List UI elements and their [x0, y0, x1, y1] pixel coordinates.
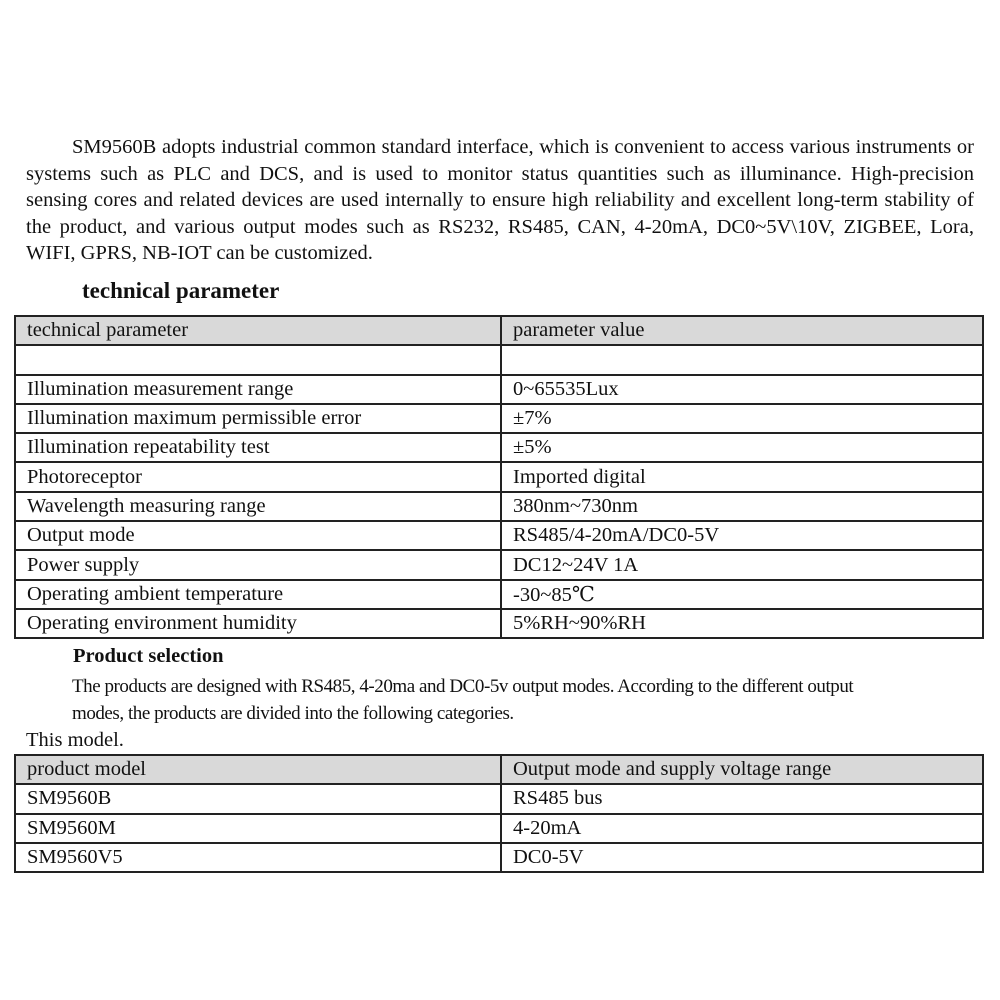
product-model-table	[14, 754, 984, 873]
header-cell: technical parameter	[15, 316, 501, 345]
description-line: modes, the products are divided into the following categories.	[72, 703, 514, 724]
model-name-cell: SM9560M	[15, 814, 501, 843]
param-value-cell: DC12~24V 1A	[501, 550, 983, 579]
this-model-note: This model.	[26, 729, 124, 751]
param-name-cell	[15, 345, 501, 374]
intro-paragraph: SM9560B adopts industrial common standard interface, which is convenient to access various instruments or systems such as PLC and DCS, and is used to monitor status quantities such as illuminance. High-precision sensing cores and related devices are used internally to ensure high reliability and excellent long-term stability of the product, and various output modes such as RS232, RS485, CAN, 4-20mA, DC0~5V\10V, ZIGBEE, Lora, WIFI, GPRS, NB-IOT can be customized.	[26, 136, 974, 264]
table-row	[15, 550, 983, 579]
param-value-cell: ±7%	[501, 404, 983, 433]
table-row	[15, 345, 983, 374]
table-row	[15, 492, 983, 521]
technical-parameter-table	[14, 315, 984, 639]
param-name-cell: Illumination repeatability test	[15, 433, 501, 462]
param-name-cell: Photoreceptor	[15, 462, 501, 491]
table-row	[15, 609, 983, 638]
param-name-cell: Power supply	[15, 550, 501, 579]
param-name-cell: Operating ambient temperature	[15, 580, 501, 609]
table-row	[15, 814, 983, 843]
param-name-cell: Operating environment humidity	[15, 609, 501, 638]
model-output-cell: 4-20mA	[501, 814, 983, 843]
param-name-cell: Output mode	[15, 521, 501, 550]
header-cell: parameter value	[501, 316, 983, 345]
param-value-cell: -30~85℃	[501, 580, 983, 609]
param-value-cell: RS485/4-20mA/DC0-5V	[501, 521, 983, 550]
param-value-cell: Imported digital	[501, 462, 983, 491]
param-value-cell: ±5%	[501, 433, 983, 462]
table-row	[15, 843, 983, 872]
table-row	[15, 375, 983, 404]
model-output-cell: RS485 bus	[501, 784, 983, 813]
table-row	[15, 433, 983, 462]
table-row	[15, 462, 983, 491]
model-name-cell: SM9560B	[15, 784, 501, 813]
param-value-cell: 380nm~730nm	[501, 492, 983, 521]
table-row	[15, 784, 983, 813]
table-header-row	[15, 755, 983, 784]
table-header-row	[15, 316, 983, 345]
table-row	[15, 521, 983, 550]
description-line: The products are designed with RS485, 4-20ma and DC0-5v output modes. According to the different output	[72, 676, 854, 697]
model-output-cell: DC0-5V	[501, 843, 983, 872]
product-selection-description	[72, 673, 982, 727]
product-selection-heading: Product selection	[73, 645, 224, 667]
model-name-cell: SM9560V5	[15, 843, 501, 872]
param-name-cell: Illumination maximum permissible error	[15, 404, 501, 433]
param-value-cell: 0~65535Lux	[501, 375, 983, 404]
param-value-cell	[501, 345, 983, 374]
technical-parameter-heading: technical parameter	[82, 278, 280, 303]
param-name-cell: Illumination measurement range	[15, 375, 501, 404]
header-cell: Output mode and supply voltage range	[501, 755, 983, 784]
param-name-cell: Wavelength measuring range	[15, 492, 501, 521]
header-cell: product model	[15, 755, 501, 784]
table-row	[15, 580, 983, 609]
table-row	[15, 404, 983, 433]
param-value-cell: 5%RH~90%RH	[501, 609, 983, 638]
